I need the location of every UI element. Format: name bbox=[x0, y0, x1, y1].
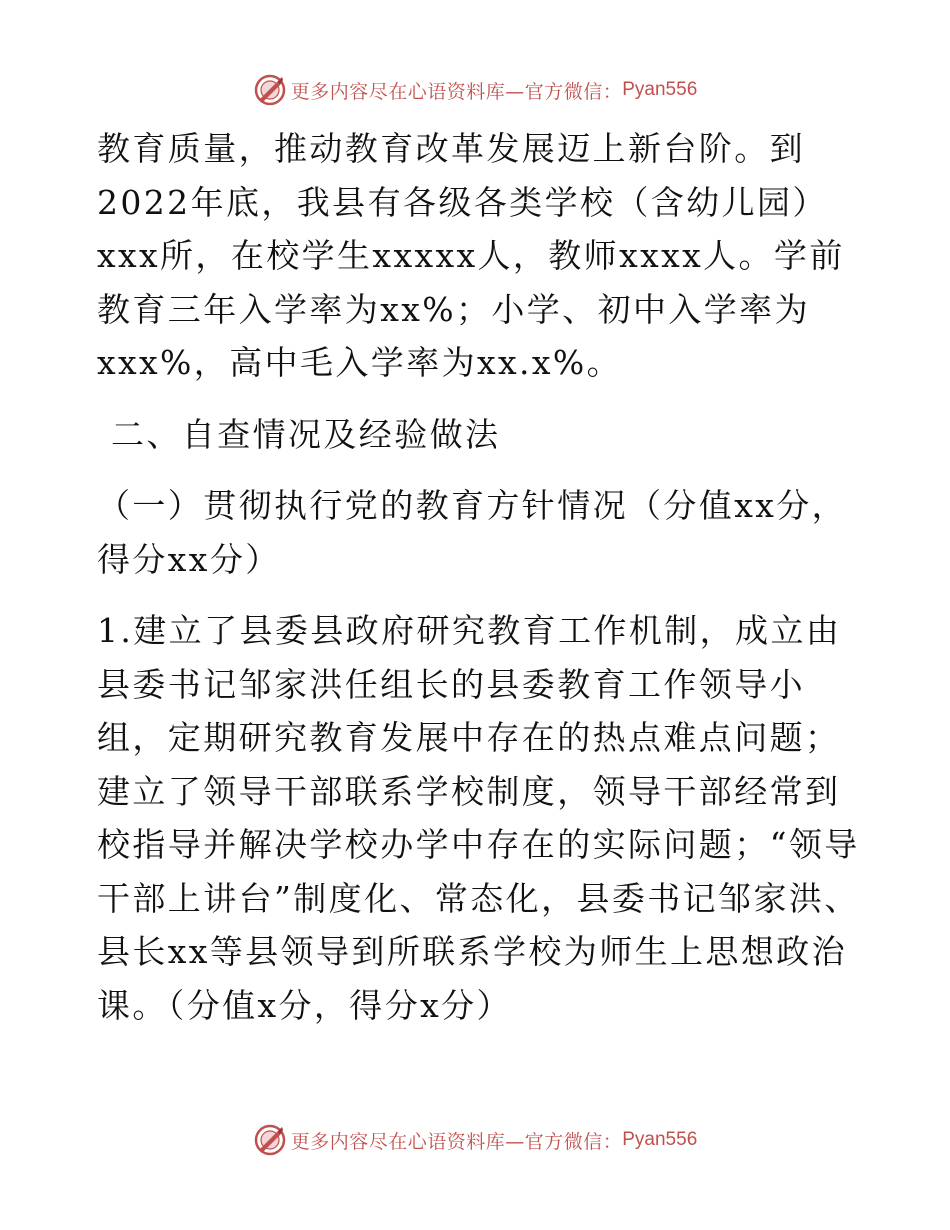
document-body bbox=[97, 122, 867, 1032]
intro-paragraph: 教育质量，推动教育改革发展迈上新台阶。到2022年底，我县有各级各类学校（含幼儿园）xxx所，在校学生xxxxx人，教师xxxx人。学前教育三年入学率为xx%；小学、初中入学率为xxx%，高中毛入学率为xx.x%。 bbox=[97, 129, 845, 382]
watermark-id: Pyan556 bbox=[622, 1129, 698, 1150]
watermark-text: 更多内容尽在心语资料库— bbox=[290, 1130, 525, 1153]
watermark-label: 官方微信： bbox=[524, 80, 623, 103]
quill-pen-logo-icon bbox=[253, 1123, 287, 1157]
body-paragraph: 1.建立了县委县政府研究教育工作机制，成立由县委书记邹家洪任组长的县委教育工作领导小组，定期研究教育发展中存在的热点难点问题；建立了领导干部联系学校制度，领导干部经常到校指导并解决学校办学中存在的实际问题；“领导干部上讲台”制度化、常态化，县委书记邹家洪、县长xx等县领导到所联系学校为师生上思想政治课。（分值x分，得分x分） bbox=[97, 611, 860, 1025]
watermark-id: Pyan556 bbox=[622, 79, 698, 100]
footer-watermark bbox=[0, 1120, 950, 1160]
subsection-heading: （一）贯彻执行党的教育方针情况（分值xx分，得分xx分） bbox=[97, 486, 848, 579]
watermark-label: 官方微信： bbox=[524, 1130, 623, 1153]
header-watermark bbox=[0, 70, 950, 110]
watermark-text: 更多内容尽在心语资料库— bbox=[290, 80, 525, 103]
quill-pen-logo-icon bbox=[253, 73, 287, 107]
section-heading: 二、自查情况及经验做法 bbox=[111, 414, 501, 454]
